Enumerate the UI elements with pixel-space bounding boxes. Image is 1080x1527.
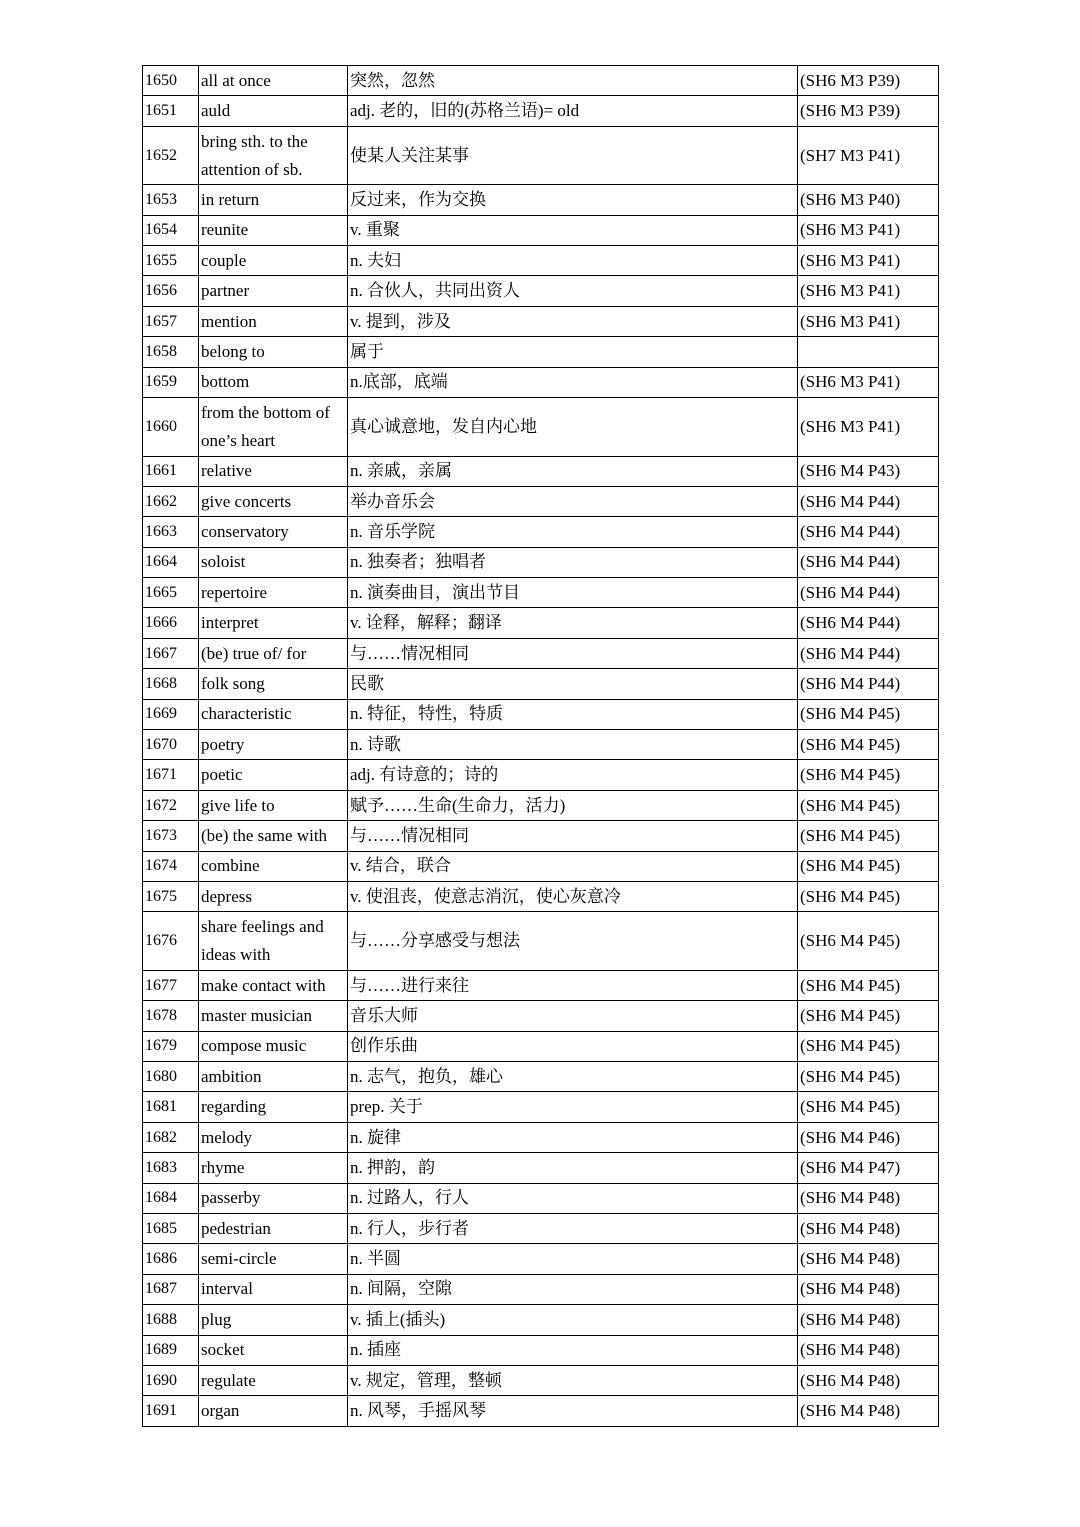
reference-cell: (SH6 M4 P44) (798, 517, 939, 547)
term-cell: characteristic (199, 699, 348, 729)
definition-cell: v. 结合，联合 (348, 851, 798, 881)
definition-cell: n.底部，底端 (348, 367, 798, 397)
definition-cell: n. 特征，特性，特质 (348, 699, 798, 729)
term-cell: depress (199, 881, 348, 911)
definition-cell: 音乐大师 (348, 1001, 798, 1031)
definition-cell: v. 规定，管理，整顿 (348, 1365, 798, 1395)
table-row (143, 760, 939, 790)
table-row (143, 337, 939, 367)
reference-cell: (SH6 M4 P45) (798, 1062, 939, 1092)
reference-cell: (SH6 M4 P48) (798, 1396, 939, 1426)
table-row (143, 367, 939, 397)
reference-cell: (SH6 M4 P45) (798, 912, 939, 971)
term-cell: interval (199, 1274, 348, 1304)
reference-cell: (SH6 M4 P45) (798, 1031, 939, 1061)
table-row (143, 1305, 939, 1335)
reference-cell: (SH6 M4 P44) (798, 669, 939, 699)
table-row (143, 1335, 939, 1365)
entry-number-cell: 1675 (143, 881, 199, 911)
term-cell: semi-circle (199, 1244, 348, 1274)
table-row (143, 547, 939, 577)
entry-number-cell: 1666 (143, 608, 199, 638)
table-row (143, 851, 939, 881)
term-cell: plug (199, 1305, 348, 1335)
definition-cell: 属于 (348, 337, 798, 367)
term-cell: master musician (199, 1001, 348, 1031)
term-cell: mention (199, 306, 348, 336)
table-row (143, 398, 939, 457)
reference-cell: (SH6 M4 P48) (798, 1305, 939, 1335)
entry-number-cell: 1688 (143, 1305, 199, 1335)
reference-cell: (SH7 M3 P41) (798, 126, 939, 185)
reference-cell: (SH6 M4 P44) (798, 638, 939, 668)
table-row (143, 669, 939, 699)
table-row (143, 126, 939, 185)
entry-number-cell: 1660 (143, 398, 199, 457)
table-row (143, 578, 939, 608)
definition-cell: 举办音乐会 (348, 486, 798, 516)
entry-number-cell: 1658 (143, 337, 199, 367)
definition-cell: v. 提到，涉及 (348, 306, 798, 336)
reference-cell: (SH6 M3 P39) (798, 66, 939, 96)
reference-cell: (SH6 M4 P45) (798, 1092, 939, 1122)
table-row (143, 970, 939, 1000)
reference-cell: (SH6 M4 P48) (798, 1244, 939, 1274)
entry-number-cell: 1674 (143, 851, 199, 881)
definition-cell: n. 夫妇 (348, 246, 798, 276)
term-cell: poetic (199, 760, 348, 790)
reference-cell: (SH6 M4 P43) (798, 456, 939, 486)
term-cell: ambition (199, 1062, 348, 1092)
table-row (143, 1396, 939, 1426)
reference-cell: (SH6 M3 P41) (798, 367, 939, 397)
reference-cell: (SH6 M4 P45) (798, 851, 939, 881)
definition-cell: adj. 有诗意的；诗的 (348, 760, 798, 790)
term-cell: relative (199, 456, 348, 486)
definition-cell: n. 音乐学院 (348, 517, 798, 547)
table-row (143, 185, 939, 215)
entry-number-cell: 1690 (143, 1365, 199, 1395)
definition-cell: 真心诚意地，发自内心地 (348, 398, 798, 457)
definition-cell: 与……进行来往 (348, 970, 798, 1000)
reference-cell: (SH6 M4 P45) (798, 970, 939, 1000)
table-row (143, 215, 939, 245)
table-row (143, 638, 939, 668)
table-row (143, 306, 939, 336)
table-row (143, 1092, 939, 1122)
term-cell: poetry (199, 730, 348, 760)
definition-cell: n. 诗歌 (348, 730, 798, 760)
table-row (143, 821, 939, 851)
term-cell: melody (199, 1122, 348, 1152)
reference-cell: (SH6 M4 P44) (798, 608, 939, 638)
table-row (143, 608, 939, 638)
table-row (143, 66, 939, 96)
table-row (143, 699, 939, 729)
entry-number-cell: 1681 (143, 1092, 199, 1122)
entry-number-cell: 1661 (143, 456, 199, 486)
entry-number-cell: 1676 (143, 912, 199, 971)
definition-cell: n. 过路人，行人 (348, 1183, 798, 1213)
reference-cell: (SH6 M3 P41) (798, 215, 939, 245)
entry-number-cell: 1689 (143, 1335, 199, 1365)
table-row (143, 486, 939, 516)
reference-cell: (SH6 M4 P45) (798, 699, 939, 729)
reference-cell: (SH6 M4 P48) (798, 1335, 939, 1365)
term-cell: reunite (199, 215, 348, 245)
term-cell: give concerts (199, 486, 348, 516)
entry-number-cell: 1691 (143, 1396, 199, 1426)
reference-cell: (SH6 M4 P48) (798, 1365, 939, 1395)
term-cell: (be) the same with (199, 821, 348, 851)
table-row (143, 1031, 939, 1061)
term-cell: bottom (199, 367, 348, 397)
table-row (143, 1274, 939, 1304)
definition-cell: 反过来，作为交换 (348, 185, 798, 215)
term-cell: soloist (199, 547, 348, 577)
definition-cell: n. 押韵，韵 (348, 1153, 798, 1183)
table-row (143, 517, 939, 547)
term-cell: from the bottom of one’s heart (199, 398, 348, 457)
definition-cell: n. 行人，步行者 (348, 1214, 798, 1244)
entry-number-cell: 1667 (143, 638, 199, 668)
term-cell: folk song (199, 669, 348, 699)
definition-cell: 赋予……生命(生命力，活力) (348, 790, 798, 820)
reference-cell: (SH6 M3 P41) (798, 276, 939, 306)
definition-cell: n. 合伙人，共同出资人 (348, 276, 798, 306)
reference-cell: (SH6 M4 P44) (798, 547, 939, 577)
entry-number-cell: 1677 (143, 970, 199, 1000)
definition-cell: 与……分享感受与想法 (348, 912, 798, 971)
vocabulary-table (142, 65, 939, 1427)
table-row (143, 1153, 939, 1183)
definition-cell: n. 志气，抱负，雄心 (348, 1062, 798, 1092)
entry-number-cell: 1657 (143, 306, 199, 336)
entry-number-cell: 1654 (143, 215, 199, 245)
definition-cell: 民歌 (348, 669, 798, 699)
table-row (143, 1122, 939, 1152)
entry-number-cell: 1682 (143, 1122, 199, 1152)
definition-cell: n. 风琴，手摇风琴 (348, 1396, 798, 1426)
table-row (143, 1244, 939, 1274)
entry-number-cell: 1672 (143, 790, 199, 820)
entry-number-cell: 1664 (143, 547, 199, 577)
entry-number-cell: 1659 (143, 367, 199, 397)
definition-cell: v. 诠释，解释；翻译 (348, 608, 798, 638)
definition-cell: 使某人关注某事 (348, 126, 798, 185)
entry-number-cell: 1684 (143, 1183, 199, 1213)
entry-number-cell: 1679 (143, 1031, 199, 1061)
entry-number-cell: 1669 (143, 699, 199, 729)
reference-cell: (SH6 M3 P40) (798, 185, 939, 215)
term-cell: regarding (199, 1092, 348, 1122)
table-row (143, 790, 939, 820)
term-cell: combine (199, 851, 348, 881)
reference-cell: (SH6 M3 P41) (798, 306, 939, 336)
term-cell: compose music (199, 1031, 348, 1061)
definition-cell: 与……情况相同 (348, 821, 798, 851)
term-cell: conservatory (199, 517, 348, 547)
table-row (143, 1001, 939, 1031)
term-cell: in return (199, 185, 348, 215)
entry-number-cell: 1651 (143, 96, 199, 126)
term-cell: organ (199, 1396, 348, 1426)
term-cell: auld (199, 96, 348, 126)
term-cell: interpret (199, 608, 348, 638)
entry-number-cell: 1678 (143, 1001, 199, 1031)
entry-number-cell: 1653 (143, 185, 199, 215)
reference-cell: (SH6 M4 P45) (798, 760, 939, 790)
entry-number-cell: 1650 (143, 66, 199, 96)
table-row (143, 1183, 939, 1213)
term-cell: repertoire (199, 578, 348, 608)
definition-cell: n. 插座 (348, 1335, 798, 1365)
table-row (143, 881, 939, 911)
term-cell: make contact with (199, 970, 348, 1000)
definition-cell: v. 插上(插头) (348, 1305, 798, 1335)
entry-number-cell: 1652 (143, 126, 199, 185)
definition-cell: 与……情况相同 (348, 638, 798, 668)
reference-cell: (SH6 M3 P39) (798, 96, 939, 126)
term-cell: give life to (199, 790, 348, 820)
entry-number-cell: 1673 (143, 821, 199, 851)
term-cell: belong to (199, 337, 348, 367)
vocabulary-table-body (143, 66, 939, 1427)
definition-cell: n. 亲戚，亲属 (348, 456, 798, 486)
entry-number-cell: 1686 (143, 1244, 199, 1274)
definition-cell: n. 独奏者；独唱者 (348, 547, 798, 577)
entry-number-cell: 1656 (143, 276, 199, 306)
reference-cell: (SH6 M4 P47) (798, 1153, 939, 1183)
reference-cell: (SH6 M4 P45) (798, 730, 939, 760)
entry-number-cell: 1687 (143, 1274, 199, 1304)
term-cell: socket (199, 1335, 348, 1365)
table-row (143, 96, 939, 126)
table-row (143, 1214, 939, 1244)
entry-number-cell: 1655 (143, 246, 199, 276)
reference-cell: (SH6 M4 P45) (798, 1001, 939, 1031)
reference-cell: (SH6 M4 P48) (798, 1214, 939, 1244)
entry-number-cell: 1670 (143, 730, 199, 760)
table-row (143, 730, 939, 760)
reference-cell: (SH6 M4 P46) (798, 1122, 939, 1152)
term-cell: bring sth. to the attention of sb. (199, 126, 348, 185)
definition-cell: n. 间隔，空隙 (348, 1274, 798, 1304)
reference-cell: (SH6 M4 P48) (798, 1274, 939, 1304)
reference-cell: (SH6 M4 P45) (798, 881, 939, 911)
reference-cell: (SH6 M4 P44) (798, 578, 939, 608)
table-row (143, 456, 939, 486)
term-cell: partner (199, 276, 348, 306)
entry-number-cell: 1662 (143, 486, 199, 516)
term-cell: passerby (199, 1183, 348, 1213)
term-cell: share feelings and ideas with (199, 912, 348, 971)
definition-cell: v. 重聚 (348, 215, 798, 245)
reference-cell: (SH6 M4 P44) (798, 486, 939, 516)
term-cell: rhyme (199, 1153, 348, 1183)
reference-cell: (SH6 M3 P41) (798, 246, 939, 276)
term-cell: (be) true of/ for (199, 638, 348, 668)
definition-cell: adj. 老的，旧的(苏格兰语)= old (348, 96, 798, 126)
table-row (143, 1365, 939, 1395)
entry-number-cell: 1665 (143, 578, 199, 608)
table-row (143, 912, 939, 971)
definition-cell: n. 旋律 (348, 1122, 798, 1152)
definition-cell: v. 使沮丧，使意志消沉，使心灰意冷 (348, 881, 798, 911)
term-cell: pedestrian (199, 1214, 348, 1244)
definition-cell: n. 演奏曲目，演出节目 (348, 578, 798, 608)
reference-cell: (SH6 M4 P45) (798, 790, 939, 820)
term-cell: regulate (199, 1365, 348, 1395)
entry-number-cell: 1680 (143, 1062, 199, 1092)
entry-number-cell: 1663 (143, 517, 199, 547)
entry-number-cell: 1668 (143, 669, 199, 699)
reference-cell: (SH6 M4 P48) (798, 1183, 939, 1213)
term-cell: couple (199, 246, 348, 276)
entry-number-cell: 1685 (143, 1214, 199, 1244)
reference-cell: (SH6 M3 P41) (798, 398, 939, 457)
entry-number-cell: 1671 (143, 760, 199, 790)
reference-cell: (SH6 M4 P45) (798, 821, 939, 851)
definition-cell: 创作乐曲 (348, 1031, 798, 1061)
table-row (143, 1062, 939, 1092)
term-cell: all at once (199, 66, 348, 96)
reference-cell (798, 337, 939, 367)
table-row (143, 276, 939, 306)
definition-cell: n. 半圆 (348, 1244, 798, 1274)
definition-cell: 突然，忽然 (348, 66, 798, 96)
entry-number-cell: 1683 (143, 1153, 199, 1183)
table-row (143, 246, 939, 276)
definition-cell: prep. 关于 (348, 1092, 798, 1122)
